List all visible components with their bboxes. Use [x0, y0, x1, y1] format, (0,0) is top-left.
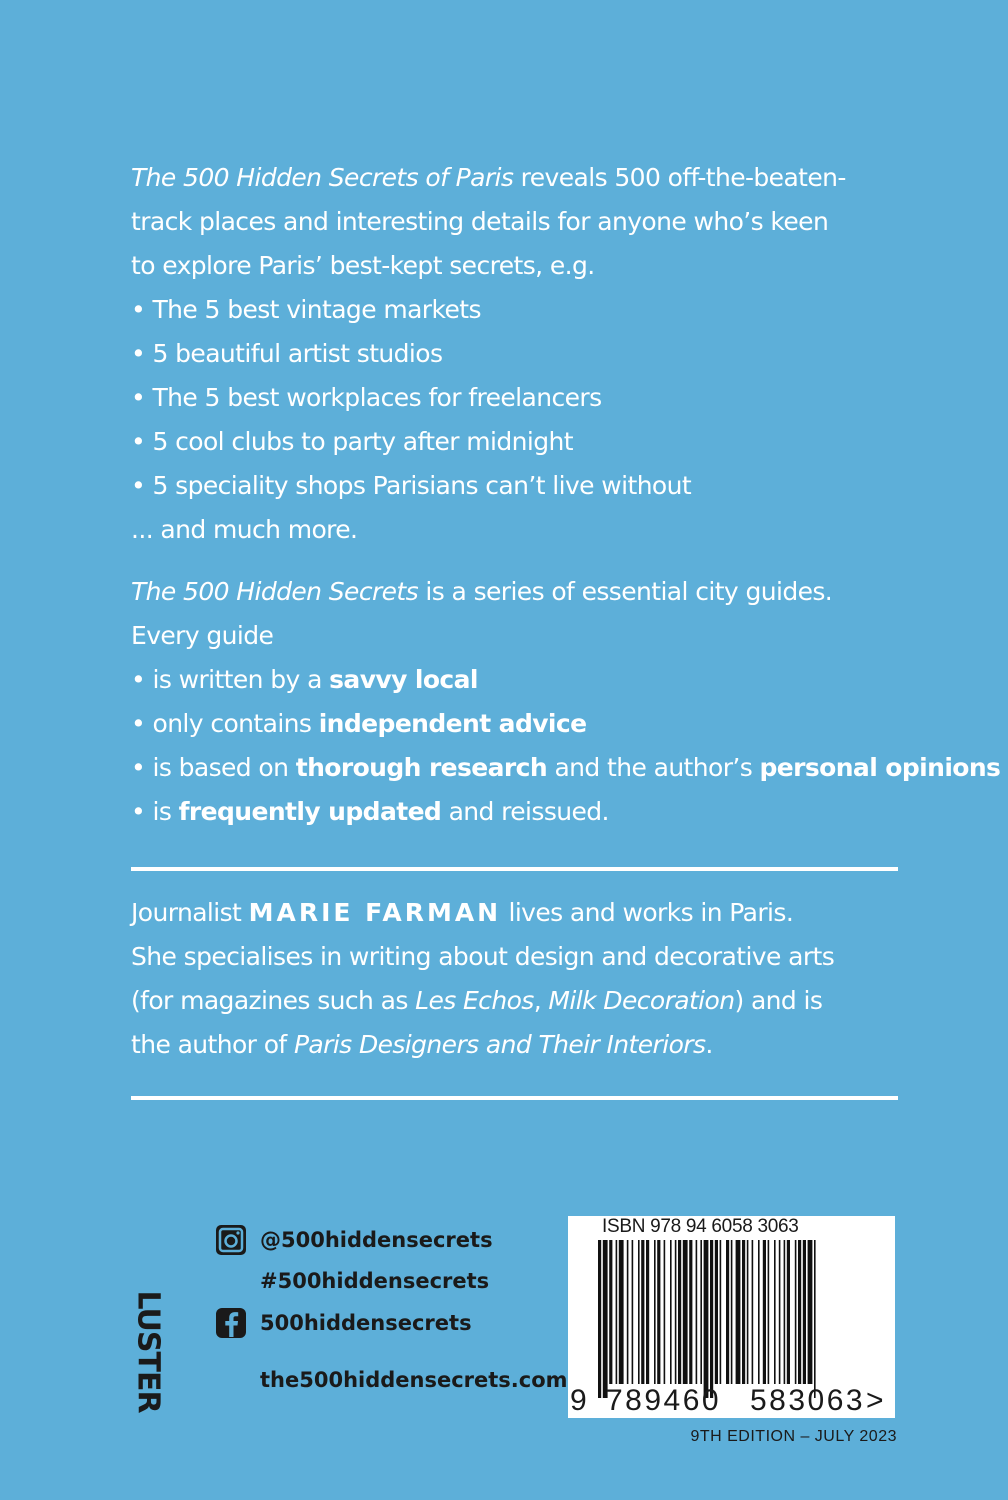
intro-closing: ... and much more.: [131, 515, 358, 544]
series-title: The 500 Hidden Secrets: [131, 577, 419, 606]
instagram-row[interactable]: [214, 1222, 493, 1258]
edition-note: 9TH EDITION – JULY 2023: [690, 1428, 897, 1445]
isbn-label: ISBN 978 94 6058 3063: [602, 1216, 799, 1237]
intro-bullet: • The 5 best workplaces for freelancers: [131, 383, 602, 412]
website-link[interactable]: the500hiddensecrets.com: [260, 1368, 568, 1392]
barcode-arrow: >: [866, 1384, 884, 1417]
isbn-barcode: [568, 1216, 895, 1418]
facebook-icon: [214, 1306, 248, 1340]
series-bullet: • is written by a savvy local: [131, 665, 478, 694]
series-line-1: The 500 Hidden Secrets is a series of essential city guides.: [131, 577, 833, 606]
facebook-row[interactable]: [214, 1305, 472, 1341]
barcode-group-1: 789460: [606, 1384, 722, 1417]
intro-line-2: track places and interesting details for anyone who’s keen: [131, 207, 829, 236]
intro-line-1: The 500 Hidden Secrets of Paris reveals 500 off-the-beaten-: [131, 163, 846, 192]
hashtag-text: #500hiddensecrets: [260, 1269, 490, 1293]
author-line-3: (for magazines such as Les Echos, Milk Decoration) and is: [131, 986, 823, 1015]
instagram-handle: @500hiddensecrets: [260, 1228, 493, 1252]
series-bullet: • only contains independent advice: [131, 709, 587, 738]
intro-bullet: • 5 speciality shops Parisians can’t live without: [131, 471, 692, 500]
series-text: [131, 570, 1001, 834]
author-line-2: She specialises in writing about design and decorative arts: [131, 942, 835, 971]
series-line-2: Every guide: [131, 621, 274, 650]
divider-top: [131, 867, 898, 871]
author-bio: [131, 891, 911, 1067]
intro-text: [131, 156, 911, 552]
barcode-group-2: 583063: [750, 1384, 866, 1417]
intro-bullet: • 5 cool clubs to party after midnight: [131, 427, 573, 456]
series-bullet: • is based on thorough research and the author’s personal opinions: [131, 753, 1001, 782]
intro-bullet: • The 5 best vintage markets: [131, 295, 481, 324]
intro-bullet: • 5 beautiful artist studios: [131, 339, 443, 368]
author-name: MARIE FARMAN: [248, 898, 502, 927]
website-row[interactable]: [214, 1362, 568, 1398]
author-line-4: the author of Paris Designers and Their Interiors.: [131, 1030, 713, 1059]
author-line-1: Journalist MARIE FARMAN lives and works in Paris.: [131, 898, 794, 927]
publisher-logo: LUSTER: [130, 1290, 166, 1413]
hashtag-row: [214, 1263, 489, 1299]
divider-bottom: [131, 1096, 898, 1100]
book-title: The 500 Hidden Secrets of Paris: [131, 163, 514, 192]
facebook-handle: 500hiddensecrets: [260, 1311, 472, 1335]
barcode-first-digit: 9: [570, 1384, 587, 1417]
series-bullet: • is frequently updated and reissued.: [131, 797, 609, 826]
instagram-icon: [214, 1223, 248, 1257]
intro-line-3: to explore Paris’ best-kept secrets, e.g.: [131, 251, 595, 280]
